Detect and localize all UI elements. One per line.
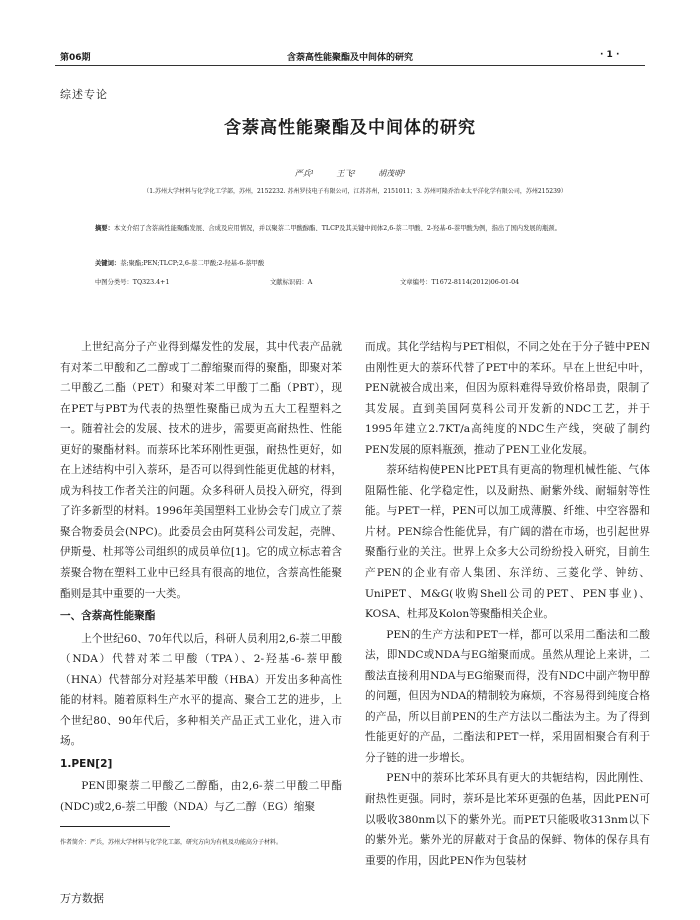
page-number: · 1 · xyxy=(600,50,620,60)
clc-number: 中图分类号：TQ323.4+1 xyxy=(95,279,170,286)
author: 王飞² xyxy=(336,169,356,178)
affiliations: （1.苏州大学材料与化学化工学部，苏州，2152232. 苏州罗技电子有限公司，江苏苏州，2151011；3. 苏州可隆乔治业太平洋化学有限公司，苏州215239） xyxy=(143,188,567,195)
keywords-text: 萘;聚酯;PEN;TLCP;2,6-萘二甲酸;2-羟基-6-萘甲酸 xyxy=(120,260,265,267)
body-left-column xyxy=(60,337,342,818)
author-footnote: 作者简介：严兵，苏州大学材料与化学化工部，研究方向为有机及功能高分子材料。 xyxy=(60,839,283,846)
author: 严兵¹ xyxy=(294,169,314,178)
watermark: 万方数据 xyxy=(60,892,104,905)
paragraph: 上个世纪60、70年代以后，科研人员利用2,6-萘二甲酸（NDA）代替对苯二甲酸（TPA）、2-羟基-6-萘甲酸（HNA）代替部分对羟基苯甲酸（HBA）开发出多种高性能的材料。随着原料生产水平的提高、聚合工艺的进步，上个世纪80、90年代后，多种相关产品正式工业化，进入市场。 xyxy=(60,632,342,748)
article-title: 含萘高性能聚酯及中间体的研究 xyxy=(224,118,476,138)
author: 胡茂明³ xyxy=(378,169,406,178)
keywords-label: 关键词： xyxy=(95,260,121,267)
abstract-label: 摘要： xyxy=(95,225,114,232)
paragraph: PEN即聚萘二甲酸乙二醇酯，由2,6-萘二甲酸二甲酯(NDC)或2,6-萘二甲酸（NDA）与乙二醇（EG）缩聚 xyxy=(60,780,342,814)
issue-number: 第06期 xyxy=(60,53,91,63)
paragraph: 而成。其化学结构与PET相似，不同之处在于分子链中PEN由刚性更大的萘环代替了PET中的苯环。早在上世纪中叶，PEN就被合成出来，但因为原料难得导致价格昂贵，限制了其发展。直到美国阿莫科公司开发新的NDC工艺，并于1995年建立2.7KT/a高纯度的NDC生产线，突破了制约PEN发展的原料瓶颈，推动了PEN工业化发展。 xyxy=(365,341,650,456)
paragraph: PEN中的萘环比苯环具有更大的共轭结构，因此刚性、耐热性更强。同时，萘环是比苯环更强的色基，因此PEN可以吸收380nm以下的紫外光。而PET只能吸收313nm以下的紫外光。紫外光的屏蔽对于食品的保鲜、物体的保存具有重要的作用，因此PEN作为包装材 xyxy=(365,772,650,867)
footnote-rule xyxy=(60,826,170,827)
author-list xyxy=(0,168,700,179)
subsection-heading: 1.PEN[2] xyxy=(60,757,113,770)
abstract-text: 本文介绍了含萘高性能聚酯发展、合成及应用情况，并以聚萘二甲酸醇酯、TLCP及其关键中间体2,6-萘二甲酸、2-羟基-6-萘甲酸为例，指出了国内发展的瓶颈。 xyxy=(113,225,561,232)
abstract xyxy=(95,220,620,237)
paragraph: 萘环结构使PEN比PET具有更高的物理机械性能、气体阻隔性能、化学稳定性，以及耐热、耐紫外线、耐辐射等性能。与PET一样，PEN可以加工成薄膜、纤维、中空容器和片材。PEN综合性能优异，有广阔的潜在市场，也引起世界聚酯行业的关注。世界上众多大公司纷纷投入研究，目前生产PEN的企业有帝人集团、东洋纺、三菱化学、钟纺、UniPET、M&G(收购Shell公司的PET、PEN事业)、KOSA、杜邦及Kolon等聚酯相关企业。 xyxy=(365,464,650,621)
paragraph: 上世纪高分子产业得到爆发性的发展，其中代表产品就有对苯二甲酸和乙二醇或丁二醇缩聚而得的聚酯，即聚对苯二甲酸乙二酯（PET）和聚对苯二甲酸丁二酯（PBT），现在PET与PBT为代表的热塑性聚酯已成为五大工程塑料之一。随着社会的发展、技术的进步，需要更高耐热性、性能更好的聚酯材料。而萘环比苯环刚性更强，耐热性更好，如在上述结构中引入萘环，是否可以得到性能更优越的材料，成为科技工作者关注的问题。众多科研人员投入研究，得到了许多新型的材料。1996年美国塑料工业协会专门成立了萘聚合物委员会(NPC)。此委员会由阿莫科公司发起，壳牌、伊斯曼、杜邦等公司组织的成员单位[1]。它的成立标志着含萘聚合物在塑料工业中已经具有很高的地位，含萘高性能聚酯则是其中重要的一大类。 xyxy=(60,341,342,600)
keywords xyxy=(95,258,264,267)
category-label: 综述专论 xyxy=(60,88,108,101)
document-code: 文献标识码：A xyxy=(270,279,313,286)
body-right-column xyxy=(365,337,650,871)
paragraph: PEN的生产方法和PET一样，都可以采用二酯法和二酸法，即NDC或NDA与EG缩聚而成。虽然从理论上来讲，二酸法直接利用NDA与EG缩聚而得，没有NDC中副产物甲醇的问题，但因为NDA的精制较为麻烦，不容易得到纯度合格的产品，所以目前PEN的生产方法以二酯法为主。为了得到性能更好的产品，二酯法和PET一样，采用固相聚合有利于分子链的进一步增长。 xyxy=(365,628,650,764)
article-number: 文章编号：T1672-8114(2012)06-01-04 xyxy=(400,279,520,286)
running-title: 含萘高性能聚酯及中间体的研究 xyxy=(286,53,413,63)
header-rule xyxy=(55,65,645,66)
section-heading: 一、含萘高性能聚酯 xyxy=(60,610,156,623)
